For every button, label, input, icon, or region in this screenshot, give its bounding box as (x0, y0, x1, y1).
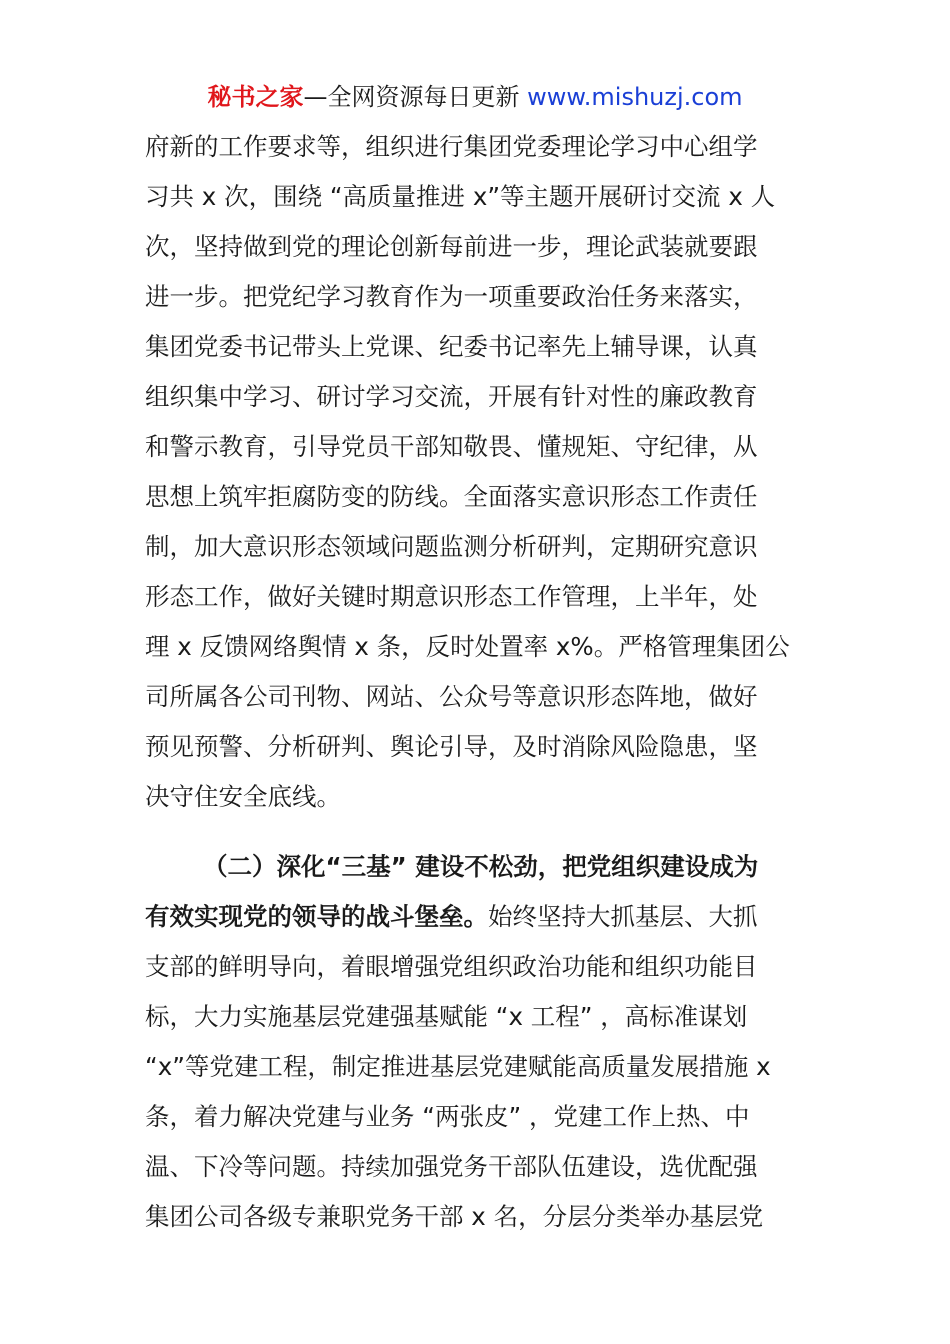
text-line: 决守住安全底线。 (145, 782, 341, 811)
text-line: 府新的工作要求等，组织进行集团党委理论学习中心组学 (145, 132, 758, 161)
text-line: 集团公司各级专兼职党务干部 x 名，分层分类举办基层党 (145, 1202, 764, 1231)
paragraph-1 (145, 122, 810, 822)
section-heading-cont: 有效实现党的领导的战斗堡垒。 (145, 902, 488, 931)
header-slogan: —全网资源每日更新 (303, 83, 528, 111)
section-heading: （二）深化“三基” 建设不松劲，把党组织建设成为 (203, 852, 759, 881)
page-header (0, 80, 950, 114)
site-url[interactable]: www.mishuzj.com (527, 83, 743, 111)
text-line: 条，着力解决党建与业务 “两张皮” ，党建工作上热、中 (145, 1102, 750, 1131)
text-run: 始终坚持大抓基层、大抓 (488, 902, 758, 931)
brand-name: 秘书之家 (207, 83, 304, 111)
text-line: 标，大力实施基层党建强基赋能 “x 工程” ，高标准谋划 (145, 1002, 748, 1031)
text-line: 支部的鲜明导向，着眼增强党组织政治功能和组织功能目 (145, 952, 758, 981)
document-body (145, 122, 810, 1242)
text-line: 思想上筑牢拒腐防变的防线。全面落实意识形态工作责任 (145, 482, 758, 511)
text-line: 和警示教育，引导党员干部知敬畏、懂规矩、守纪律，从 (145, 432, 758, 461)
text-line: 集团党委书记带头上党课、纪委书记率先上辅导课，认真 (145, 332, 758, 361)
paragraph-2 (145, 842, 810, 1242)
text-line: 进一步。把党纪学习教育作为一项重要政治任务来落实， (145, 282, 758, 311)
text-line: 次，坚持做到党的理论创新每前进一步，理论武装就要跟 (145, 232, 758, 261)
text-line: 形态工作，做好关键时期意识形态工作管理，上半年，处 (145, 582, 758, 611)
text-line: 司所属各公司刊物、网站、公众号等意识形态阵地，做好 (145, 682, 758, 711)
text-line (145, 892, 810, 942)
text-line: 习共 x 次，围绕 “高质量推进 x”等主题开展研讨交流 x 人 (145, 182, 776, 211)
text-line: 预见预警、分析研判、舆论引导，及时消除风险隐患，坚 (145, 732, 758, 761)
text-line: 组织集中学习、研讨学习交流，开展有针对性的廉政教育 (145, 382, 758, 411)
text-line: 制，加大意识形态领域问题监测分析研判，定期研究意识 (145, 532, 758, 561)
paragraph-spacer (145, 822, 810, 842)
text-line: 温、下冷等问题。持续加强党务干部队伍建设，选优配强 (145, 1152, 758, 1181)
text-line: “x”等党建工程，制定推进基层党建赋能高质量发展措施 x (145, 1052, 771, 1081)
text-line: 理 x 反馈网络舆情 x 条，反时处置率 x%。严格管理集团公 (145, 632, 790, 661)
